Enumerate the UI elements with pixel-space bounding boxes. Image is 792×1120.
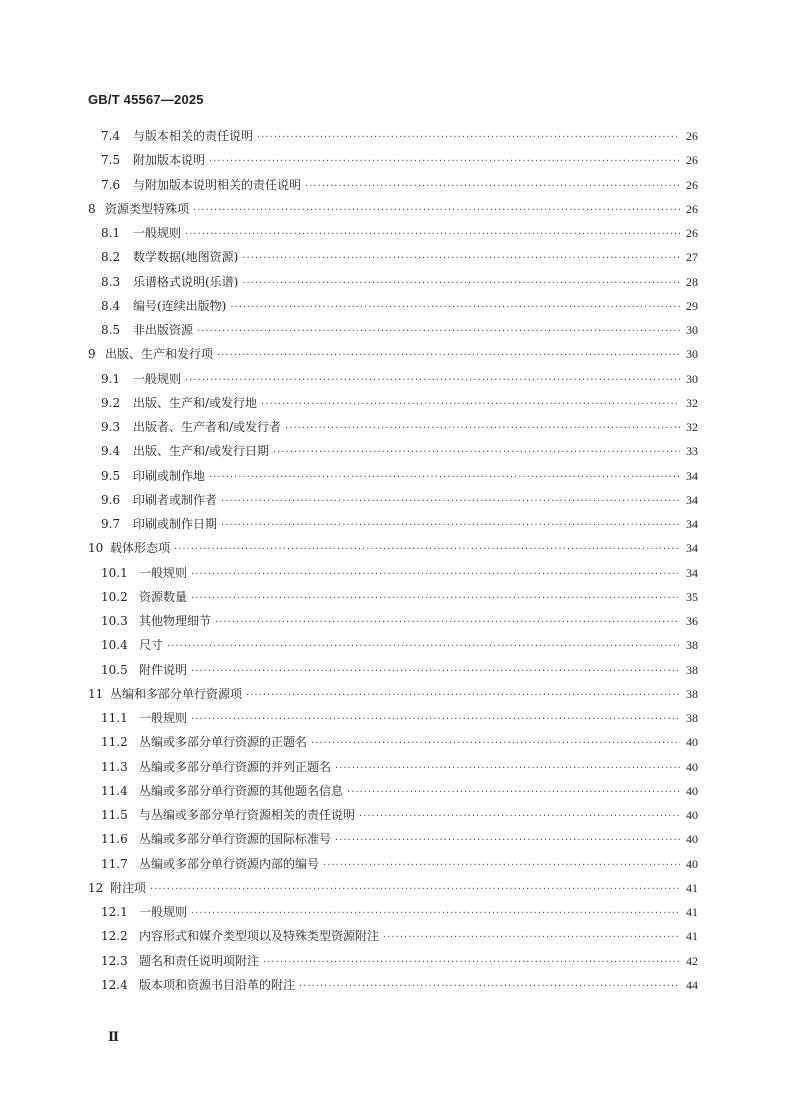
toc-entry[interactable] [88,758,698,782]
toc-leader-dots [261,399,680,410]
toc-entry-page: 41 [686,929,698,944]
toc-entry[interactable] [88,733,698,757]
toc-entry-number: 8.3 [101,274,121,289]
toc-entry-title: 印刷或制作日期 [133,517,218,531]
toc-entry[interactable] [88,127,698,151]
toc-entry-title: 一般规则 [139,565,188,580]
toc-entry-page: 26 [686,226,698,240]
toc-entry-number: 9.3 [101,420,121,434]
toc-entry[interactable] [88,515,698,539]
toc-entry-page: 44 [686,977,698,992]
toc-entry[interactable] [88,539,698,563]
toc-entry-title: 丛编或多部分单行资源内部的编号 [139,856,320,871]
toc-entry-page: 38 [686,638,698,653]
toc-entry-title: 丛编或多部分单行资源的正题名 [139,735,308,750]
toc-entry-page: 35 [686,589,698,604]
toc-leader-dots [335,763,680,774]
toc-entry[interactable] [88,176,698,200]
toc-entry[interactable] [88,370,698,394]
toc-leader-dots [359,811,680,822]
toc-entry[interactable] [88,442,698,466]
toc-entry[interactable] [88,321,698,345]
toc-entry-page: 34 [686,565,698,580]
toc-entry[interactable] [88,927,698,951]
toc-entry-title: 版本项和资源书目沿革的附注 [139,977,296,992]
toc-entry-title: 尺寸 [139,638,164,653]
toc-entry[interactable] [88,200,698,224]
toc-leader-dots [191,569,680,580]
toc-leader-dots [185,375,680,386]
toc-entry-title: 数学数据(地图资源) [133,250,239,265]
toc-entry-title: 资源数量 [139,589,188,604]
toc-leader-dots [191,666,680,677]
toc-leader-dots [257,132,680,143]
toc-entry-number: 9.6 [101,492,121,507]
toc-entry[interactable] [88,952,698,976]
toc-leader-dots [215,617,680,628]
toc-entry-title: 与附加版本说明相关的责任说明 [133,177,302,192]
toc-entry[interactable] [88,273,698,297]
toc-entry-page: 26 [686,153,698,168]
toc-entry-title: 一般规则 [139,905,188,919]
toc-entry-number: 9.5 [101,468,121,483]
toc-leader-dots [193,205,680,216]
toc-entry-number: 11.1 [101,711,128,725]
toc-entry[interactable] [88,248,698,272]
toc-entry-title: 出版、生产和/或发行日期 [133,444,270,459]
toc-entry-number: 8.4 [101,298,121,313]
toc-entry-page: 26 [686,129,698,143]
toc-entry-title: 编号(连续出版物) [133,298,227,313]
toc-entry[interactable] [88,418,698,442]
toc-entry-title: 丛编或多部分单行资源的其他题名信息 [139,783,344,798]
toc-entry-number: 11.3 [101,759,128,774]
toc-entry[interactable] [88,345,698,369]
toc-leader-dots [242,253,680,264]
toc-entry-number: 12 [88,880,104,895]
toc-leader-dots [209,156,680,167]
toc-leader-dots [150,884,680,895]
toc-entry[interactable] [88,830,698,854]
toc-leader-dots [217,350,680,361]
toc-entry-number: 10.5 [101,662,128,677]
toc-entry-page: 42 [686,953,698,968]
toc-entry-title: 乐谱格式说明(乐谱) [133,274,239,289]
toc-entry-title: 附注项 [110,880,147,895]
toc-entry-page: 32 [686,420,698,434]
toc-entry[interactable] [88,151,698,175]
toc-leader-dots [311,738,680,749]
toc-entry-number: 10 [88,541,104,556]
toc-entry-page: 27 [686,250,698,265]
document-header: GB/T 45567—2025 [88,92,204,107]
toc-leader-dots [167,641,680,652]
toc-entry-page: 40 [686,783,698,798]
toc-entry-number: 8 [88,201,96,216]
toc-entry-number: 9.7 [101,517,121,531]
toc-entry-page: 38 [686,711,698,725]
toc-entry-title: 附加版本说明 [133,153,206,168]
toc-entry-page: 34 [686,517,698,531]
toc-leader-dots [191,908,680,919]
toc-leader-dots [335,835,680,846]
toc-entry-title: 出版、生产和发行项 [105,347,214,362]
toc-entry[interactable] [88,394,698,418]
toc-entry-page: 38 [686,662,698,677]
toc-entry-number: 10.1 [101,565,128,580]
toc-entry[interactable] [88,903,698,927]
toc-entry-title: 出版者、生产者和/或发行者 [133,420,282,434]
toc-entry-title: 出版、生产和/或发行地 [133,395,258,410]
toc-entry-number: 8.5 [101,323,121,337]
toc-entry-number: 9.2 [101,395,121,410]
toc-entry-number: 11.2 [101,735,128,750]
toc-entry-page: 28 [686,274,698,289]
toc-entry[interactable] [88,806,698,830]
toc-entry[interactable] [88,491,698,515]
toc-entry-number: 9 [88,347,96,362]
toc-entry-number: 12.3 [101,953,128,968]
toc-entry[interactable] [88,636,698,660]
toc-entry[interactable] [88,855,698,879]
toc-entry-title: 丛编或多部分单行资源的并列正题名 [139,759,332,774]
toc-leader-dots [185,229,680,240]
toc-entry[interactable] [88,782,698,806]
toc-entry-page: 34 [686,541,698,556]
toc-entry[interactable] [88,685,698,709]
toc-entry[interactable] [88,976,698,1000]
toc-entry-page: 30 [686,323,698,337]
toc-entry-number: 7.4 [101,129,121,143]
toc-entry-title: 一般规则 [139,711,188,725]
toc-entry-page: 41 [686,880,698,895]
toc-entry-page: 34 [686,492,698,507]
toc-entry-title: 内容形式和媒介类型项以及特殊类型资源附注 [139,929,380,944]
toc-leader-dots [191,593,680,604]
toc-entry-page: 40 [686,735,698,750]
toc-entry[interactable] [88,879,698,903]
toc-entry[interactable] [88,224,698,248]
toc-entry-title: 其他物理细节 [139,614,212,628]
toc-leader-dots [246,690,680,701]
toc-leader-dots [285,423,680,434]
toc-entry-page: 30 [686,347,698,362]
toc-leader-dots [209,472,680,483]
toc-entry-page: 30 [686,371,698,386]
toc-entry-number: 12.4 [101,977,128,992]
toc-entry-page: 32 [686,395,698,410]
toc-entry-title: 载体形态项 [110,541,171,556]
toc-entry[interactable] [88,661,698,685]
toc-leader-dots [383,932,680,943]
toc-entry-title: 一般规则 [133,371,182,386]
toc-entry[interactable] [88,467,698,491]
toc-leader-dots [273,447,680,458]
toc-leader-dots [263,957,680,968]
toc-entry-title: 印刷或制作地 [133,468,206,483]
page-number: Ⅱ [108,1030,119,1045]
toc-entry-number: 9.1 [101,371,121,386]
toc-entry-title: 一般规则 [133,226,182,240]
toc-entry-number: 11.7 [101,856,128,871]
toc-entry-page: 40 [686,808,698,822]
toc-entry-number: 12.2 [101,929,128,944]
table-of-contents [88,127,698,1000]
toc-entry-number: 10.2 [101,589,128,604]
toc-leader-dots [221,496,680,507]
toc-leader-dots [191,714,680,725]
toc-entry[interactable] [88,588,698,612]
toc-entry-page: 36 [686,614,698,628]
toc-entry-number: 11.6 [101,832,128,847]
toc-entry-page: 41 [686,905,698,919]
toc-entry-number: 7.6 [101,177,121,192]
toc-entry-page: 33 [686,444,698,459]
toc-entry-title: 丛编和多部分单行资源项 [110,686,243,701]
toc-entry-number: 10.4 [101,638,128,653]
toc-leader-dots [323,860,680,871]
toc-entry-title: 丛编或多部分单行资源的国际标准号 [139,832,332,847]
toc-entry-number: 8.2 [101,250,121,265]
toc-leader-dots [242,278,680,289]
toc-entry-page: 29 [686,298,698,313]
toc-entry-page: 40 [686,856,698,871]
toc-leader-dots [221,520,680,531]
toc-entry-number: 11.5 [101,808,128,822]
toc-entry-title: 印刷者或制作者 [133,492,218,507]
toc-entry-title: 与丛编或多部分单行资源相关的责任说明 [139,808,356,822]
toc-entry-page: 26 [686,201,698,216]
toc-entry[interactable] [88,564,698,588]
toc-entry-page: 26 [686,177,698,192]
toc-entry-page: 38 [686,686,698,701]
toc-entry-number: 8.1 [101,226,121,240]
toc-entry-title: 资源类型特殊项 [105,201,190,216]
toc-leader-dots [197,326,680,337]
toc-leader-dots [299,981,680,992]
toc-entry-number: 7.5 [101,153,121,168]
toc-entry-number: 9.4 [101,444,121,459]
toc-entry-title: 非出版资源 [133,323,194,337]
toc-leader-dots [230,302,680,313]
toc-entry-page: 40 [686,759,698,774]
toc-entry[interactable] [88,709,698,733]
toc-entry-title: 与版本相关的责任说明 [133,129,254,143]
toc-entry[interactable] [88,297,698,321]
toc-leader-dots [347,787,680,798]
toc-leader-dots [305,181,680,192]
toc-entry[interactable] [88,612,698,636]
toc-entry-title: 附件说明 [139,662,188,677]
toc-entry-number: 11.4 [101,783,128,798]
toc-entry-number: 11 [88,686,104,701]
toc-entry-page: 40 [686,832,698,847]
toc-leader-dots [174,544,680,555]
toc-entry-page: 34 [686,468,698,483]
toc-entry-number: 12.1 [101,905,128,919]
toc-entry-number: 10.3 [101,614,128,628]
toc-entry-title: 题名和责任说明项附注 [139,953,260,968]
